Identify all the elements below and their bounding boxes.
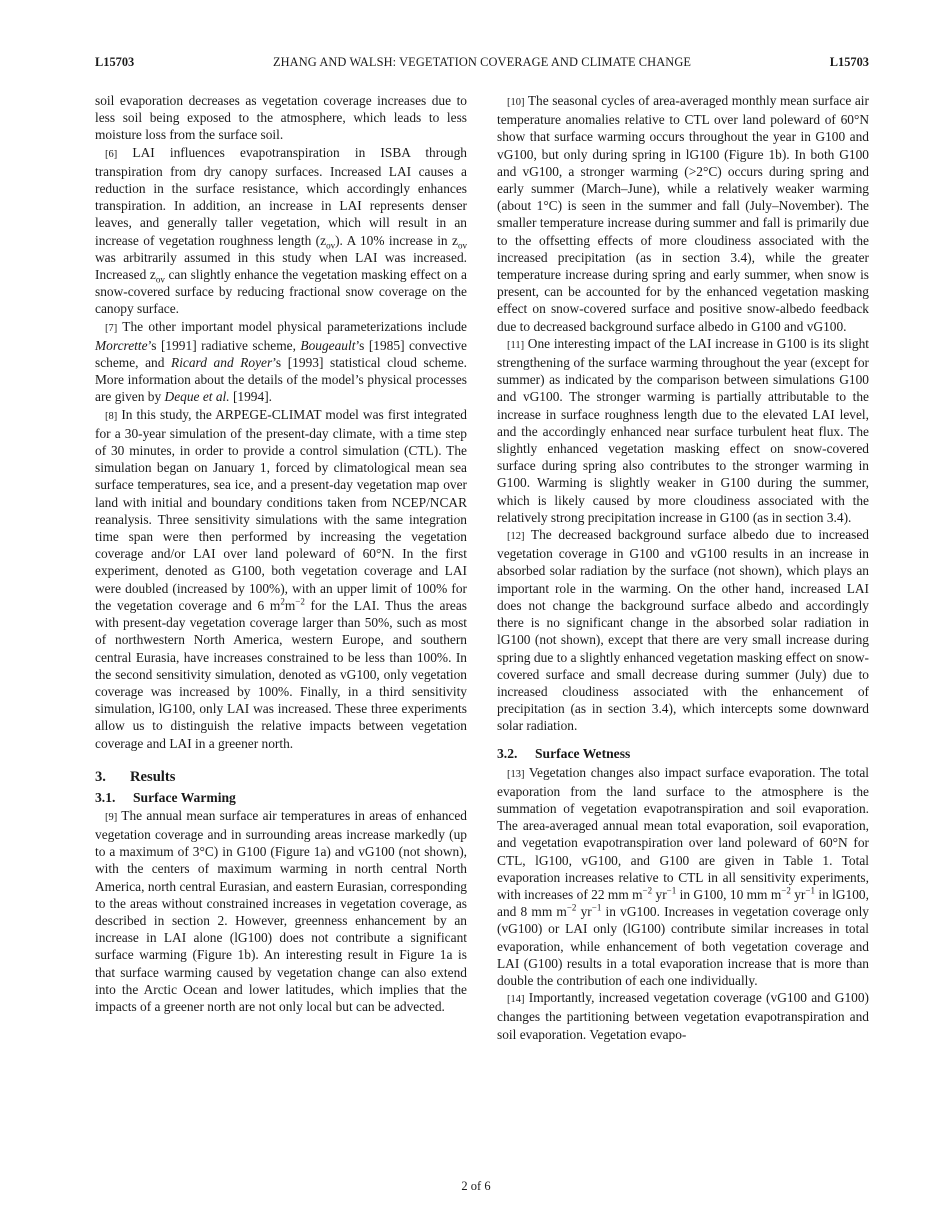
left-column: [95, 92, 467, 1015]
paragraph-number: [9]: [105, 811, 118, 823]
page-number: 2 of 6: [461, 1179, 491, 1193]
paragraph-9: [9] The annual mean surface air temperatures in areas of enhanced vegetation coverage and in surrounding areas increase markedly (up to a maximum of 3°C) in G100 (Figure 1a) and vG100 (not shown), with the centers of maximum warming in north central North America, north central Eurasian, and eastern Eurasian, corresponding to the areas without constrained increases in vegetation coverage, as described in section 2. However, greenness enhancement by an increase in LAI alone (lG100) does not contribute a significant surface warming (Figure 1b). An interesting result in Figure 1a is that surface warming caused by vegetation change can also extend into the Arctic Ocean and lower latitudes, which implies that the impacts of a greener north are not only local but can be advected.: [95, 807, 467, 1014]
right-column: [497, 92, 869, 1043]
citation-ricard-royer: Ricard and Royer: [171, 355, 273, 371]
running-title: ZHANG AND WALSH: VEGETATION COVERAGE AND CLIMATE CHANGE: [272, 55, 692, 69]
paragraph-7: [7] The other important model physical parameterizations include Morcrette’s [1991] radiative scheme, Bougeault’s [1985] convective scheme, and Ricard and Royer’s [1993] statistical cloud scheme. More information about the details of the model’s physical processes are given by Deque et al. [1994].: [95, 318, 468, 405]
paragraph-13: [13] Vegetation changes also impact surface evaporation. The total evaporation from the land surface to the atmosphere is the summation of vegetation evapotranspiration and soil evaporation. The area-averaged annual mean total evaporation, soil evaporation, and vegetation evapotranspiration over land poleward of 60°N for CTL, lG100, vG100, and G100 are given in Table 1. Total evaporation increases relative to CTL in all sensitivity experiments, with increases of 22 mm $m^{-2}$ $yr^{-1}$ in G100, 10 mm $m^{-2}$ $yr^{-1}$ in lG100, and 8 mm $m^{-2}$ $yr^{-1}$ in vG100. Increases in vegetation coverage only (vG100) or LAI only (lG100) contribute similar increases in total evaporation, while enhancement of both vegetation coverage and LAI (G100) results in a total evaporation increase that is more than double the contribution of each one individually.: [497, 764, 869, 988]
citation-bougeault: Bougeault: [300, 337, 356, 353]
subsection-heading-surface-wetness: 3.2. Surface Wetness: [497, 745, 631, 761]
paragraph-number: [8]: [105, 410, 118, 422]
paragraph-number: [10]: [507, 97, 525, 108]
subsection-heading-surface-warming: 3.1. Surface Warming: [95, 789, 236, 805]
paragraph-10: [10] The seasonal cycles of area-averaged monthly mean surface air temperature anomalies relative to CTL over land poleward of 60°N show that surface warming occurs throughout the year in G100 and vG100, but only during spring in lG100 (Figure 1b). In both G100 and vG100, a stronger warming (>2°C) occurs during spring and early summer (March–June), while a relatively weaker warming (about 1°C) is seen in the summer and fall (July–November). The smaller temperature increase during summer and fall is primarily due to the offsetting effects of more cloudiness associated with the increased precipitation (as in section 3.4), while the greater temperature increase during spring and early summer, when snow is present, can be accounted for by the enhanced vegetation masking effect on snow-covered surface and positive snow-albedo feedback due to decreased background surface albedo in G100 and vG100.: [497, 93, 869, 334]
paragraph-12: [12] The decreased background surface albedo due to increased vegetation coverage in G100 and vG100 results in an increase in absorbed solar radiation by the surface (not shown), which plays an important role in the warming. On the other hand, increased LAI does not change the background surface albedo and accordingly there is no significant change in the absorbed solar radiation in lG100 (not shown), except that there are very small increase during spring due to a slightly enhanced vegetation masking effect on snow-covered surface and small decrease during summer (July) due to increased cloudiness associated with the enhancement of precipitation (as in section 3.4), which intercepts some downward solar radiation.: [497, 527, 869, 734]
paragraph-number: [12]: [507, 531, 525, 543]
paragraph-number: [7]: [105, 322, 118, 334]
paragraph-11: [11] One interesting impact of the LAI increase in G100 is its slight strengthening of the surface warming throughout the year (except for summer) as indicated by the comparison between simulations G100 and vG100. The stronger warming is partially attributable to the increase in surface roughness length due to the elevated LAI level, and the accordingly enhanced near surface turbulent heat flux. The slightly enhanced vegetation masking effect on snow-covered surface during spring also contributes to the stronger warming in G100. Warming is slightly weaker in G100 during the summer, which is likely caused by more cloudiness associated with the relatively strong precipitation increase in G100 (as in section 3.4).: [497, 335, 869, 525]
citation-deque: Deque et al.: [164, 389, 230, 405]
article-id-right: L15703: [829, 55, 869, 69]
paragraph-number: [6]: [105, 148, 118, 160]
citation-morcrette: Morcrette: [95, 337, 148, 353]
article-id-left: L15703: [95, 55, 135, 69]
section-heading-results: 3. Results: [95, 768, 176, 785]
paragraph-8: [8] In this study, the ARPEGE-CLIMAT model was first integrated for a 30-year simulation of the present-day climate, with a time step of 30 minutes, in order to provide a control simulation (CTL). The simulation began on January 1, forced by climatological mean sea surface temperatures, sea ice, and a present-day vegetation map over land with initial and boundary conditions taken from NCEP/NCAR reanalysis. Three sensitivity simulations with the same integration time span were then performed by increasing the vegetation coverage and/or LAI over land poleward of 60°N. In the first experiment, denoted as G100, both vegetation coverage and LAI were doubled (increased by 100%), with an upper limit of 100% for the vegetation coverage and 6 $m^2m^{-2}$ for the LAI. Thus the areas with present-day vegetation coverage larger than 50%, such as most of northwestern North America, western Europe, and southern central Eurasia, have increases constrained to be less than 100%. In the second sensitivity simulation, denoted as vG100, only vegetation coverage was increased by 100%. Finally, in a third sensitivity simulation, lG100, only LAI was increased. These three experiments allow us to distinguish the relative impacts between vegetation coverage and LAI in a greener north.: [95, 406, 467, 751]
paragraph-6: [6] LAI influences evapotranspiration in ISBA through transpiration from dry canopy surfaces. Increased LAI causes a reduction in the surface resistance, which accordingly enhances transpiration. In addition, an increase in LAI represents denser leaves, and generally taller vegetation, which will result in an increase of vegetation roughness length $(z_{ov})$. A 10% increase in $z_{ov}$ was arbitrarily assumed in this study when LAI was increased. Increased $z_{ov}$ can slightly enhance the vegetation masking effect on a snow-covered surface by reducing fractional snow coverage on the canopy surface.: [95, 144, 467, 317]
paragraph-14: [14] Importantly, increased vegetation coverage (vG100 and G100) changes the partitioning between vegetation evapotranspiration and soil evaporation. Vegetation evapo-: [497, 990, 869, 1042]
paragraph-5-continued: soil evaporation decreases as vegetation coverage increases due to less soil being exposed to the atmosphere, which leads to less moisture loss from the surface soil.: [95, 93, 467, 143]
paragraph-number: [11]: [507, 339, 525, 351]
running-header: [95, 55, 869, 73]
paragraph-number: [13]: [507, 768, 525, 780]
paragraph-number: [14]: [507, 994, 525, 1006]
